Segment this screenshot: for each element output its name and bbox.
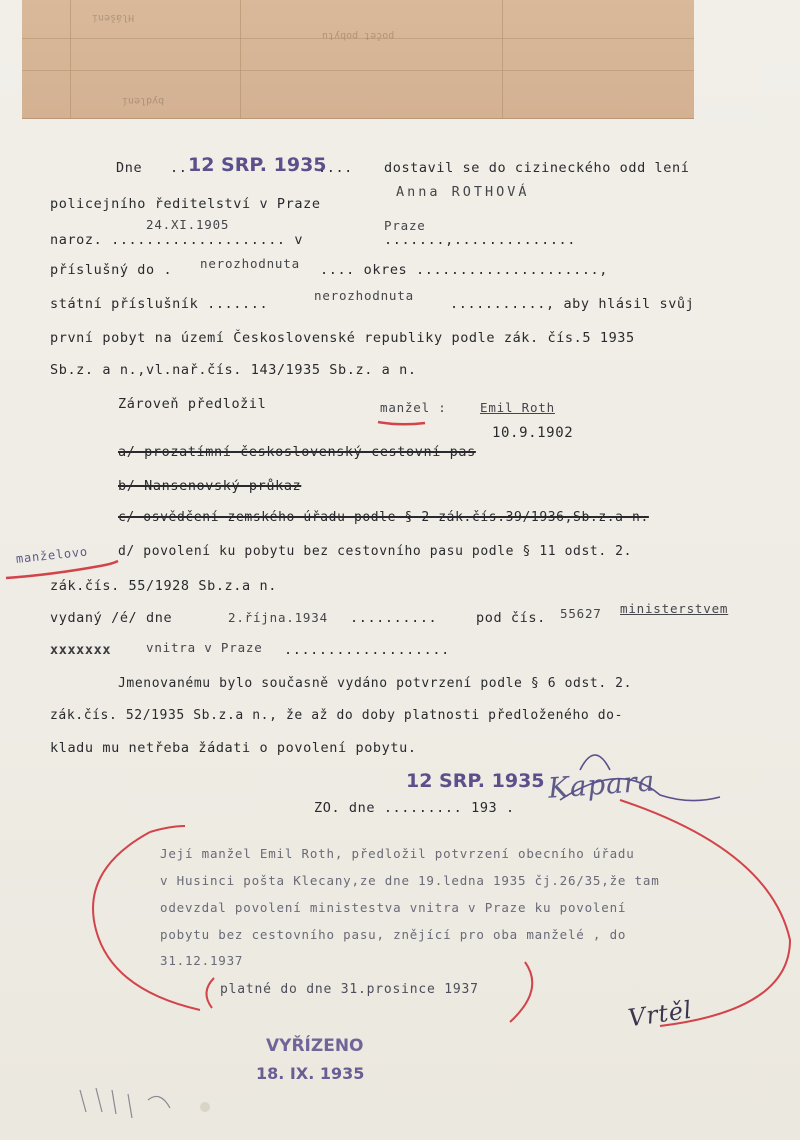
red-paren-right xyxy=(510,962,532,1022)
line1-text: dostavil se do cizineckého odd lení xyxy=(384,160,690,176)
crossed-out: xxxxxxx xyxy=(50,642,112,658)
manzel-label: manžel : xyxy=(380,400,447,415)
line6-text: první pobyt na území Československé republiky podle zák. čís.5 1935 xyxy=(50,330,635,346)
para-line-2: zák.čís. 52/1935 Sb.z.a n., že až do doby platnosti předloženého do- xyxy=(50,708,624,723)
margin-note: manželovo xyxy=(15,544,89,566)
line7-text: Sb.z. a n.,vl.nař.čís. 143/1935 Sb.z. a n. xyxy=(50,362,417,378)
person-name: Anna ROTHOVÁ xyxy=(396,184,530,200)
signature-swash-2 xyxy=(580,755,610,770)
signature-2: Vrtěl xyxy=(626,995,694,1033)
faint-text-1: Hlášení xyxy=(92,12,135,23)
para-line-3: kladu mu netřeba žádati o povolení pobytu. xyxy=(50,740,417,756)
zo-line: ZO. dne ......... 193 . xyxy=(314,800,515,816)
red-bracket-left xyxy=(93,832,200,1010)
red-bracket-top xyxy=(150,826,185,832)
birth-date: 24.XI.1905 xyxy=(146,217,230,232)
dots: .......... xyxy=(350,610,438,626)
stamp-bottom-2: 18. IX. 1935 xyxy=(256,1064,365,1083)
note-line-3: odevzdal povolení ministestva vnitra v Praze ku povolení xyxy=(160,900,627,915)
dots: .... xyxy=(318,160,353,176)
dots: .......,.............. xyxy=(384,232,577,248)
red-paren-left xyxy=(206,978,214,1008)
item-d-cont: zák.čís. 55/1928 Sb.z.a n. xyxy=(50,578,277,594)
line4-label: příslušný do . xyxy=(50,262,173,278)
issue-date: 2.října.1934 xyxy=(228,610,328,625)
line5-label: státní příslušník ....... xyxy=(50,296,269,312)
line2-text: policejního ředitelství v Praze xyxy=(50,196,321,212)
note-line-4: pobytu bez cestovního pasu, znějící pro oba manželé , do xyxy=(160,927,627,942)
citizenship-value: nerozhodnuta xyxy=(314,288,414,303)
line4-right: .... okres ....................., xyxy=(320,262,609,278)
item-a: a/ prozatímní československý cestovní pas xyxy=(118,444,476,460)
husband-name: Emil Roth xyxy=(480,400,555,415)
faint-text-2: počet pobytu xyxy=(322,30,395,41)
item-c: c/ osvědčení zemského úřadu podle § 2 zák.čís.39/1936,Sb.z.a n. xyxy=(118,510,649,525)
line5-right: ..........., aby hlásil svůj xyxy=(450,296,695,312)
dne-label: Dne xyxy=(116,160,143,176)
valid-until: platné do dne 31.prosince 1937 xyxy=(220,982,479,997)
item-d: d/ povolení ku pobytu bez cestovního pasu podle § 11 odst. 2. xyxy=(118,544,633,559)
red-swoop-margin xyxy=(6,561,118,578)
faint-text-3: bydlení xyxy=(122,95,165,106)
date-stamp-middle: 12 SRP. 1935 xyxy=(406,770,545,792)
item-b: b/ Nansenovský průkaz xyxy=(118,478,302,494)
stamp-bottom-1: VYŘÍZENO xyxy=(266,1036,364,1056)
para-line-1: Jmenovanému bylo současně vydáno potvrzení podle § 6 odst. 2. xyxy=(118,676,633,691)
vydany-label: vydaný /é/ dne xyxy=(50,610,173,626)
signature-swash xyxy=(560,779,720,801)
red-underline-manzel xyxy=(378,422,425,424)
domicile-value: nerozhodnuta xyxy=(200,256,300,271)
line3-text: naroz. .................... v xyxy=(50,232,304,248)
note-line-1: Její manžel Emil Roth, předložil potvrzení obecního úřadu xyxy=(160,846,635,861)
dots: ................... xyxy=(284,642,450,658)
note-line-2: v Husinci pošta Klecany,ze dne 19.ledna 1935 čj.26/35,že tam xyxy=(160,873,660,888)
pen-marks xyxy=(80,1088,170,1118)
zaroven-label: Zároveň předložil xyxy=(118,396,267,412)
ministry-place: vnitra v Praze xyxy=(146,640,263,655)
date-stamp-top: 12 SRP. 1935 xyxy=(188,154,327,176)
pod-cis-label: pod čís. xyxy=(476,610,546,626)
husband-birthdate: 10.9.1902 xyxy=(492,425,574,441)
birth-place: Praze xyxy=(384,218,426,233)
note-line-5: 31.12.1937 xyxy=(160,953,244,968)
red-bracket-right xyxy=(620,800,790,1026)
issuer: ministerstvem xyxy=(620,601,729,616)
dots: .. xyxy=(170,160,188,176)
signature: Kapara xyxy=(546,764,657,805)
issue-number: 55627 xyxy=(560,606,602,621)
